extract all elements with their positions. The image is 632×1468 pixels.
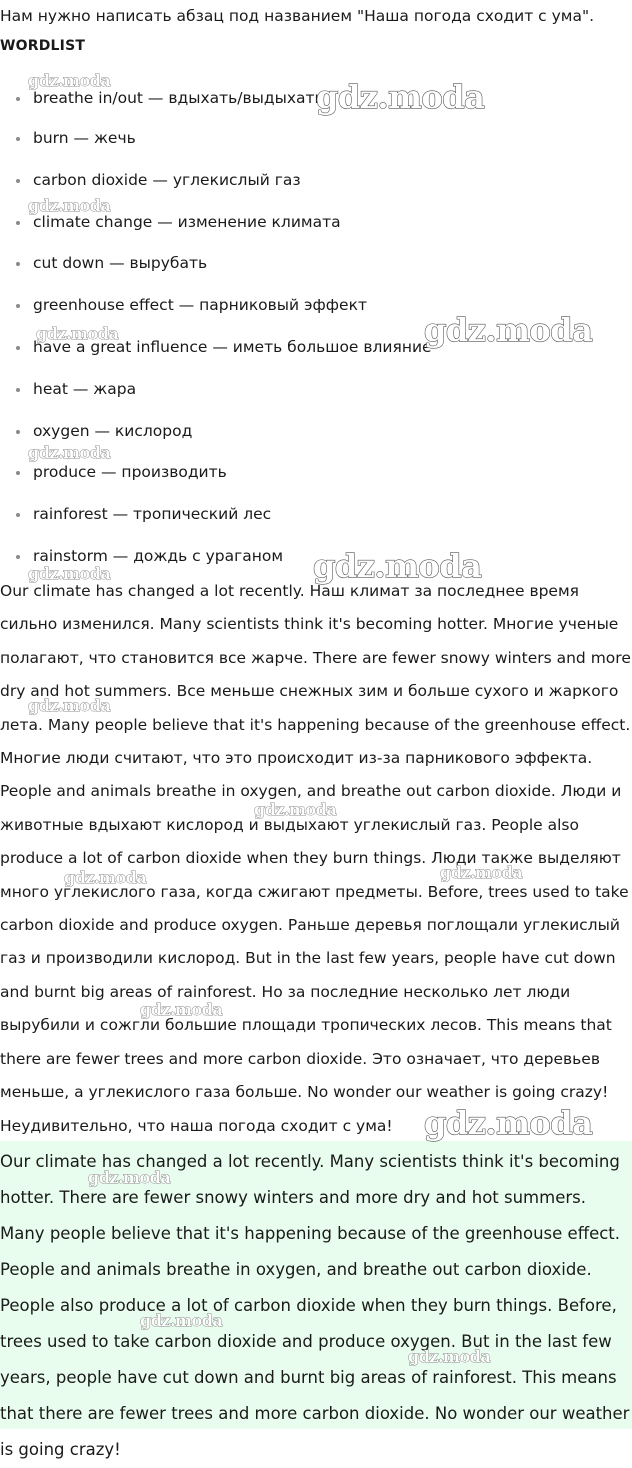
wordlist-item: breathe in/out — вдыхать/выдыхать (0, 78, 632, 118)
watermark: gdz.moda (28, 443, 111, 462)
watermark: gdz.moda (28, 71, 111, 90)
bullet-icon (16, 346, 20, 350)
watermark: gdz.moda (140, 1000, 223, 1019)
bullet-icon (16, 179, 20, 183)
bullet-icon (16, 555, 20, 559)
wordlist-item: heat — жара (0, 369, 632, 411)
bullet-icon (16, 262, 20, 266)
watermark: gdz.moda (440, 863, 523, 882)
bilingual-paragraph: Our climate has changed a lot recently. Наш климат за последнее время сильно изменился. Many scientists think it's becoming hotter. Многие ученые полагают, что становится все жарче. There are fewer snowy winters and more dry and hot summers. Все меньше снежных зим и больше сухого и жаркого лета. Many people believe that it's happening because of the greenhouse effect. Многие люди считают, что это происходит из-за парникового эффекта. People and animals breathe in oxygen, and breathe out carbon dioxide. Люди и животные вдыхают кислород и выдыхают углекислый газ. People also produce a lot of carbon dioxide when they burn things. Люди также выделяют много углекислого газа, когда сжигают предметы. Before, trees used to take carbon dioxide and produce oxygen. Раньше деревья поглощали углекислый газ и производили кислород. But in the last few years, people have cut down and burnt big areas of rainforest. Но за последние несколько лет люди вырубили и сожгли большие площади тропических лесов. This means that there are fewer trees and more carbon dioxide. Это означает, что деревьев меньше, а углекислого газа больше. No wonder our weather is going crazy! Неудивительно, что наша погода сходит с ума! (0, 582, 631, 1135)
watermark: gdz.moda (424, 311, 593, 349)
wordlist-item: produce — производить (0, 452, 632, 494)
watermark: gdz.moda (254, 800, 337, 819)
wordlist-item: greenhouse effect — парниковый эффект (0, 285, 632, 327)
bullet-icon (16, 430, 20, 434)
watermark: gdz.moda (28, 196, 111, 215)
bullet-icon (16, 513, 20, 517)
watermark: gdz.moda (140, 1311, 223, 1330)
wordlist-item: oxygen — кислород (0, 411, 632, 453)
wordlist-heading: WORDLIST (0, 38, 86, 54)
wordlist-item: burn — жечь (0, 118, 632, 160)
wordlist-item: carbon dioxide — углекислый газ (0, 160, 632, 202)
watermark: gdz.moda (316, 78, 485, 116)
watermark: gdz.moda (408, 1347, 491, 1366)
watermark: gdz.moda (28, 564, 111, 583)
watermark: gdz.moda (64, 868, 147, 887)
watermark: gdz.moda (28, 696, 111, 715)
task-statement: Нам нужно написать абзац под названием "Наша погода сходит с ума". (0, 7, 595, 25)
bullet-icon (16, 471, 20, 475)
watermark: gdz.moda (424, 1104, 593, 1142)
bullet-icon (16, 97, 20, 101)
wordlist-item: rainstorm — дождь с ураганом (0, 536, 632, 578)
watermark: gdz.moda (36, 324, 119, 343)
bullet-icon (16, 221, 20, 225)
bullet-icon (16, 137, 20, 141)
bullet-icon (16, 388, 20, 392)
wordlist-item: rainforest — тропический лес (0, 494, 632, 536)
watermark: gdz.moda (313, 547, 482, 585)
wordlist-item: cut down — вырубать (0, 243, 632, 285)
english-paragraph: Our climate has changed a lot recently. Many scientists think it's becoming hotter. There are fewer snowy winters and more dry and hot summers. Many people believe that it's happening because of the greenhouse effect. People and animals breathe in oxygen, and breathe out carbon dioxide. People also produce a lot of carbon dioxide when they burn things. Before, trees used to take carbon dioxide and produce oxygen. But in the last few years, people have cut down and burnt big areas of rainforest. This means that there are fewer trees and more carbon dioxide. No wonder our weather is going crazy! (0, 1152, 630, 1459)
wordlist-item: climate change — изменение климата (0, 202, 632, 244)
watermark: gdz.moda (88, 1168, 171, 1187)
bullet-icon (16, 304, 20, 308)
wordlist-item: have a great influence — иметь большое влияние (0, 327, 632, 369)
